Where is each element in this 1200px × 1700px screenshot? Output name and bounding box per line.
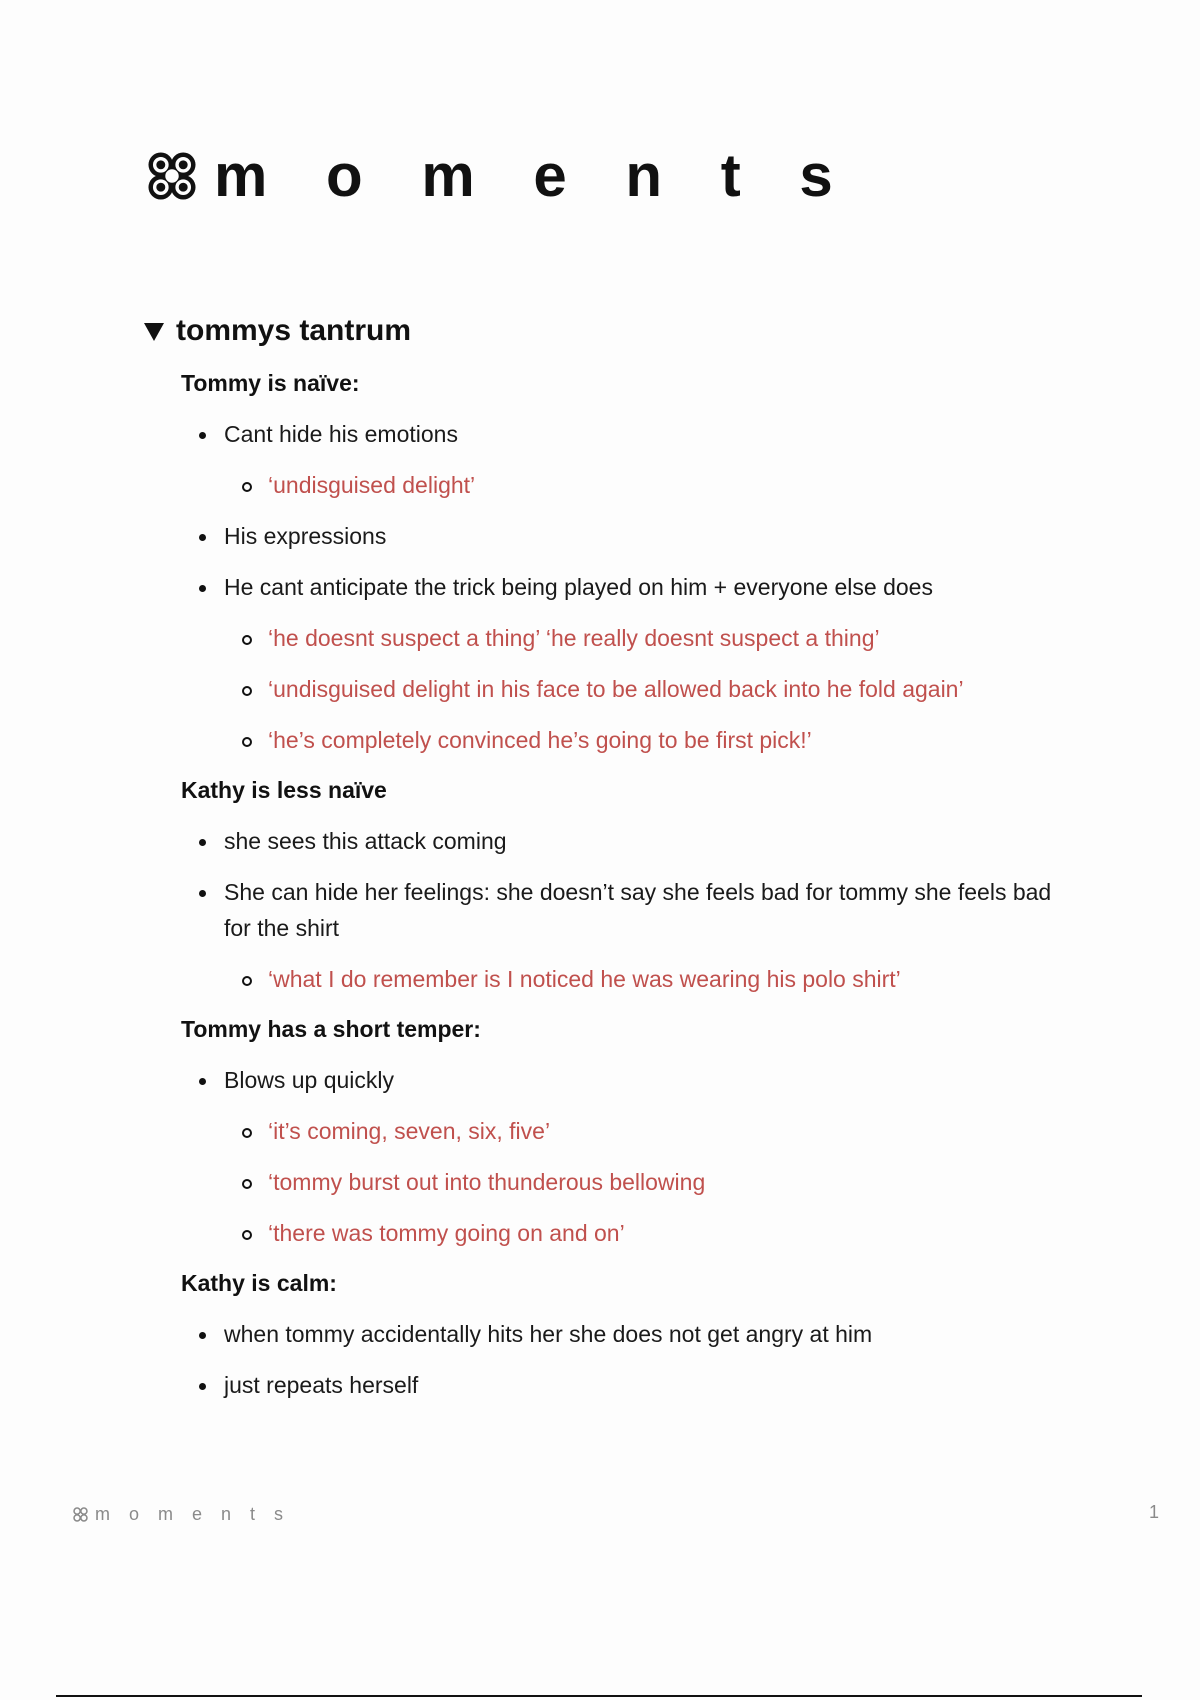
bullet-item: He cant anticipate the trick being played on him + everyone else does bbox=[181, 569, 1081, 605]
bullet-item: she sees this attack coming bbox=[181, 823, 1081, 859]
bullet-item: She can hide her feelings: she doesn’t say she feels bad for tommy she feels bad for the shirt bbox=[181, 874, 1081, 946]
section-heading: Tommy is naïve: bbox=[181, 370, 360, 396]
toggle-heading: tommys tantrum bbox=[176, 314, 412, 347]
quote-item: ‘what I do remember is I noticed he was wearing his polo shirt’ bbox=[181, 961, 1081, 997]
bullet-item: Cant hide his emotions bbox=[181, 416, 1081, 452]
bullet-item: when tommy accidentally hits her she does not get angry at him bbox=[181, 1316, 1081, 1352]
page-title bbox=[144, 142, 854, 209]
bullet-item: just repeats herself bbox=[181, 1367, 1081, 1403]
section-heading: Kathy is less naïve bbox=[181, 777, 387, 803]
quote-item: ‘undisguised delight’ bbox=[181, 467, 1081, 503]
page-number: 1 bbox=[1148, 1502, 1159, 1522]
section-heading: Tommy has a short temper: bbox=[181, 1016, 481, 1042]
section-heading: Kathy is calm: bbox=[181, 1270, 337, 1296]
bullet-item: Blows up quickly bbox=[181, 1062, 1081, 1098]
bullet-item: His expressions bbox=[181, 518, 1081, 554]
page-title-text: m o m e n t s bbox=[214, 142, 854, 209]
footer-brand-text: m o m e n t s bbox=[95, 1504, 291, 1524]
toggle-content bbox=[181, 366, 1081, 1418]
toggle-block[interactable] bbox=[144, 314, 411, 348]
triangle-down-icon[interactable] bbox=[144, 323, 164, 341]
quatrefoil-flower-icon bbox=[144, 148, 200, 204]
quote-item: ‘he doesnt suspect a thing’ ‘he really doesnt suspect a thing’ bbox=[181, 620, 1081, 656]
quote-item: ‘it’s coming, seven, six, five’ bbox=[181, 1113, 1081, 1149]
quote-item: ‘undisguised delight in his face to be allowed back into he fold again’ bbox=[181, 671, 1081, 707]
page-divider bbox=[56, 1695, 1142, 1697]
quote-item: ‘there was tommy going on and on’ bbox=[181, 1215, 1081, 1251]
quatrefoil-flower-icon bbox=[72, 1506, 89, 1523]
quote-item: ‘tommy burst out into thunderous bellowing bbox=[181, 1164, 1081, 1200]
footer-brand bbox=[72, 1504, 290, 1525]
quote-item: ‘he’s completely convinced he’s going to be first pick!’ bbox=[181, 722, 1081, 758]
